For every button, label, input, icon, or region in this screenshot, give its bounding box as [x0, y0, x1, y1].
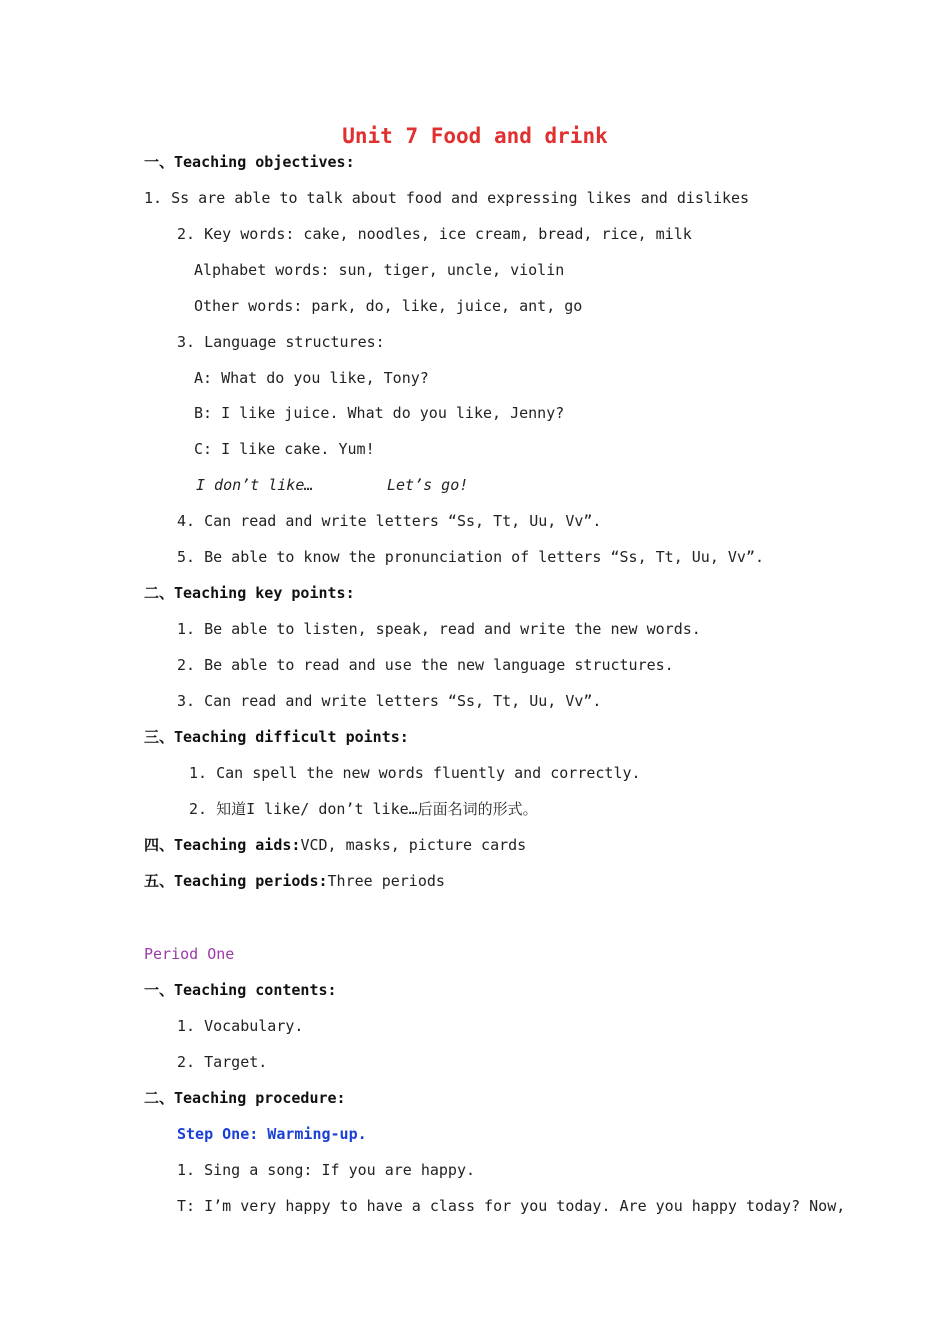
objective-3-dont-like: I don’t like…	[196, 476, 314, 494]
objective-3-lets-go: Let’s go!	[387, 476, 469, 494]
key-point-3: 3. Can read and write letters “Ss, Tt, Uu, Vv”.	[177, 692, 602, 710]
objective-2: 2. Key words: cake, noodles, ice cream, bread, rice, milk	[177, 225, 692, 243]
objective-3-line-b: B: I like juice. What do you like, Jenny?	[194, 404, 565, 422]
teaching-procedure-heading: 二、Teaching procedure:	[144, 1089, 346, 1107]
document-title: Unit 7 Food and drink	[342, 124, 608, 148]
section-difficult-points-heading: 三、Teaching difficult points:	[144, 728, 409, 746]
teaching-periods-label: 五、Teaching periods:	[144, 872, 328, 890]
objective-3-line-c: C: I like cake. Yum!	[194, 440, 375, 458]
objective-3: 3. Language structures:	[177, 333, 385, 351]
teaching-content-1: 1. Vocabulary.	[177, 1017, 304, 1035]
section-key-points-heading: 二、Teaching key points:	[144, 584, 355, 602]
section-teaching-aids	[144, 835, 526, 855]
teaching-content-2: 2. Target.	[177, 1053, 268, 1071]
objective-2-alphabet-words: Alphabet words: sun, tiger, uncle, violin	[194, 261, 565, 279]
objective-1: 1. Ss are able to talk about food and expressing likes and dislikes	[144, 189, 750, 207]
teaching-periods-value: Three periods	[327, 872, 445, 890]
objective-3-line-a: A: What do you like, Tony?	[194, 369, 429, 387]
objective-5: 5. Be able to know the pronunciation of letters “Ss, Tt, Uu, Vv”.	[177, 548, 764, 566]
section-teaching-periods	[144, 871, 445, 891]
key-point-2: 2. Be able to read and use the new language structures.	[177, 656, 674, 674]
step-one-teacher-line: T: I’m very happy to have a class for you today. Are you happy today? Now,	[177, 1197, 846, 1215]
teaching-aids-value: VCD, masks, picture cards	[300, 836, 527, 854]
difficult-point-2: 2. 知道I like/ don’t like…后面名词的形式。	[189, 800, 538, 818]
teaching-contents-heading: 一、Teaching contents:	[144, 981, 337, 999]
period-heading: Period One	[144, 945, 235, 963]
section-objectives-heading: 一、Teaching objectives:	[144, 153, 355, 171]
difficult-point-1: 1. Can spell the new words fluently and correctly.	[189, 764, 641, 782]
step-one-heading: Step One: Warming-up.	[177, 1125, 367, 1143]
objective-2-other-words: Other words: park, do, like, juice, ant, go	[194, 297, 583, 315]
key-point-1: 1. Be able to listen, speak, read and write the new words.	[177, 620, 701, 638]
objective-4: 4. Can read and write letters “Ss, Tt, Uu, Vv”.	[177, 512, 602, 530]
teaching-aids-label: 四、Teaching aids:	[144, 836, 301, 854]
step-one-item-1: 1. Sing a song: If you are happy.	[177, 1161, 476, 1179]
